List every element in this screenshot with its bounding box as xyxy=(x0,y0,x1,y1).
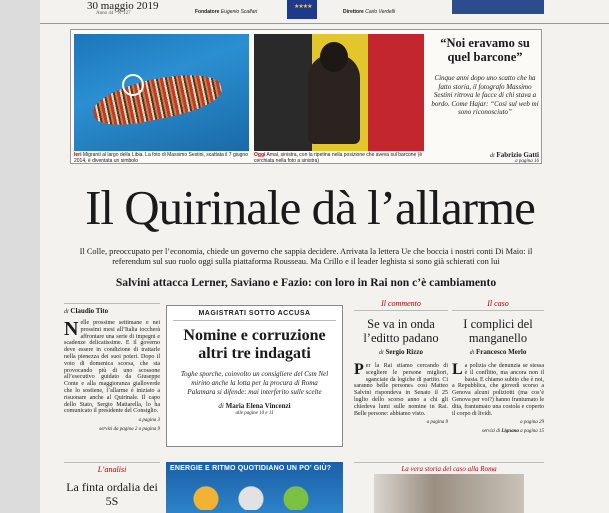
left-margin-strip xyxy=(0,0,40,513)
services-ref-lignana[interactable]: servizi di Lignana a pagina 15 xyxy=(481,429,544,435)
commento-title[interactable]: Se va in onda l’editto padano xyxy=(363,317,439,345)
column-tito xyxy=(64,300,160,433)
magistrati-kicker: MAGISTRATI SOTTO ACCUSA xyxy=(173,306,336,321)
photo-feature-page-ref[interactable]: a pagina 16 xyxy=(515,159,539,164)
magistrati-author: di Maria Elena Vincenzi xyxy=(218,402,291,410)
photo-feature-body: Cinque anni dopo uno scatto che ha fatto storia, il fotografo Massimo Sestini ritrova le facce di chi stava a bordo. Come Hajar: “Così sul web mi sono riconosciuto” xyxy=(431,74,539,116)
masthead-blue-bar xyxy=(452,0,544,14)
section-label-commento: Il commento xyxy=(381,299,421,308)
analisi-title[interactable]: La finta ordalia dei 5S xyxy=(66,480,158,508)
photo-feature-author: di Fabrizio Gatti xyxy=(490,151,539,159)
page-ref-rizzo[interactable]: a pagina 9 xyxy=(426,420,448,426)
main-headline[interactable]: Il Quirinale dà l’allarme xyxy=(85,180,535,235)
roma-photo[interactable] xyxy=(374,474,524,513)
magistrati-page-ref[interactable]: alle pagine 10 e 11 xyxy=(235,411,274,416)
masthead xyxy=(40,0,609,24)
portrait-photo[interactable] xyxy=(254,34,424,151)
article-body-merlo: La polizia che denunzia se stessa è il conflitto, ma ancora non il basta. E chiamo subito che è noi, a Repubblica, che giovedì scorso a Genova alcuni poliziotti (ma cos’è Genova per voi?) hanno frantumato le dita, frantumato una costola e coperto il corpo di lividi. xyxy=(452,361,544,417)
person-head xyxy=(320,42,348,72)
director-credit: Direttore Carlo Verdelli xyxy=(343,9,396,15)
boat-shape xyxy=(89,66,224,132)
founder-credit: Fondatore Eugenio Scalfari xyxy=(195,9,258,15)
column-commento xyxy=(354,300,448,426)
eu-flag-icon: ★★★★ xyxy=(287,0,317,19)
divider xyxy=(452,310,544,311)
secondary-headline[interactable]: Salvini attacca Lerner, Saviano e Fazio: con loro in Rai non c’è cambiamento xyxy=(115,276,497,289)
issue-number: Anno 44 - N°127 xyxy=(96,11,131,16)
author-tito: di Claudio Tito xyxy=(64,307,109,315)
magistrati-dek: Toghe sporche, coinvolto un consigliere del Csm Nel mirino anche la lotta per la procura di Roma Palamara si difende: mai interferito sulle scelte xyxy=(180,370,329,396)
author-merlo: di Francesco Merlo xyxy=(469,348,527,356)
caso-title[interactable]: I complici del manganello xyxy=(463,317,533,345)
section-label-vera-storia: La vera storia del caso alla Roma xyxy=(354,462,544,473)
section-label-analisi: L’analisi xyxy=(64,462,160,474)
ad-text: ENERGIE E RITMO QUOTIDIANO UN PO’ GIÙ? xyxy=(170,465,332,472)
highlight-circle xyxy=(122,74,144,96)
page-ref-tito[interactable]: a pagina 3 xyxy=(138,418,160,424)
divider xyxy=(64,303,160,304)
issue-date: 30 maggio 2019 xyxy=(87,0,159,12)
migrant-boat-photo[interactable] xyxy=(74,34,249,151)
caption-today: Oggi Amal, sinistra, con la ripetina nella posizione che aveva sul barcone (è cerchiata nella foto a sinistra) xyxy=(254,152,423,164)
services-ref[interactable]: servizi da pagina 2 a pagina 9 xyxy=(99,427,160,433)
article-body-rizzo: Per la Rai stiamo cercando di scegliere le persone migliori, sganciate da logiche di partito. Ci saranno belle persone» così Matteo Salvini rispondeva in Senato il 25 luglio dello scorso anno a chi gli chiedeva lumi sulle nomine in Rai. Belle persone: abbiamo visto. xyxy=(354,361,448,417)
magistrati-title[interactable]: Nomine e corruzione altri tre indagati xyxy=(183,327,326,362)
main-subhead: Il Colle, preoccupato per l’economia, chiede un governo che sappia decidere. Arrivata la lettera Ue che boccia i nostri conti Di Maio: il referendum sul suo ruolo oggi sulla piattaforma Rousseau. Ma Crillo e il leader leghista si sono già schierati con lui xyxy=(79,247,533,266)
photo-feature-headline[interactable]: “Noi eravamo su quel barcone” xyxy=(440,36,530,64)
author-rizzo: di Sergio Rizzo xyxy=(379,348,423,356)
article-body-tito: Nelle prossime settimane e nei prossimi mesi all’Italia toccherà affrontare una serie di impegni e scadenze delicatissime. E il governo deve essere in condizione di trattarle nella pienezza dei suoi poteri. Dopo il voto di domenica scorsa, che sta provocando più di uno scossone all’esecutivo guidato da Giuseppe Conte e alla maggioranza gialloverde che lo sostiene, l’allarme è iniziato a risuonare anche al Quirinale. Il capo dello Stato, Sergio Mattarella, lo ha comunicato il presidente del Consiglio. xyxy=(64,318,160,415)
advertisement[interactable] xyxy=(166,462,343,513)
divider xyxy=(354,310,448,311)
page-ref-merlo[interactable]: a pagina 29 xyxy=(520,420,544,426)
column-caso xyxy=(452,300,544,435)
photo-feature-box[interactable] xyxy=(70,29,542,164)
caption-yesterday: Ieri Migranti al largo della Libia. La foto di Massimo Sestini, scattata il 7 giugno 2014, è diventata un simbolo xyxy=(74,152,248,164)
ad-graphic xyxy=(176,482,326,510)
magistrati-box[interactable] xyxy=(166,305,343,447)
section-label-caso: Il caso xyxy=(487,299,509,308)
